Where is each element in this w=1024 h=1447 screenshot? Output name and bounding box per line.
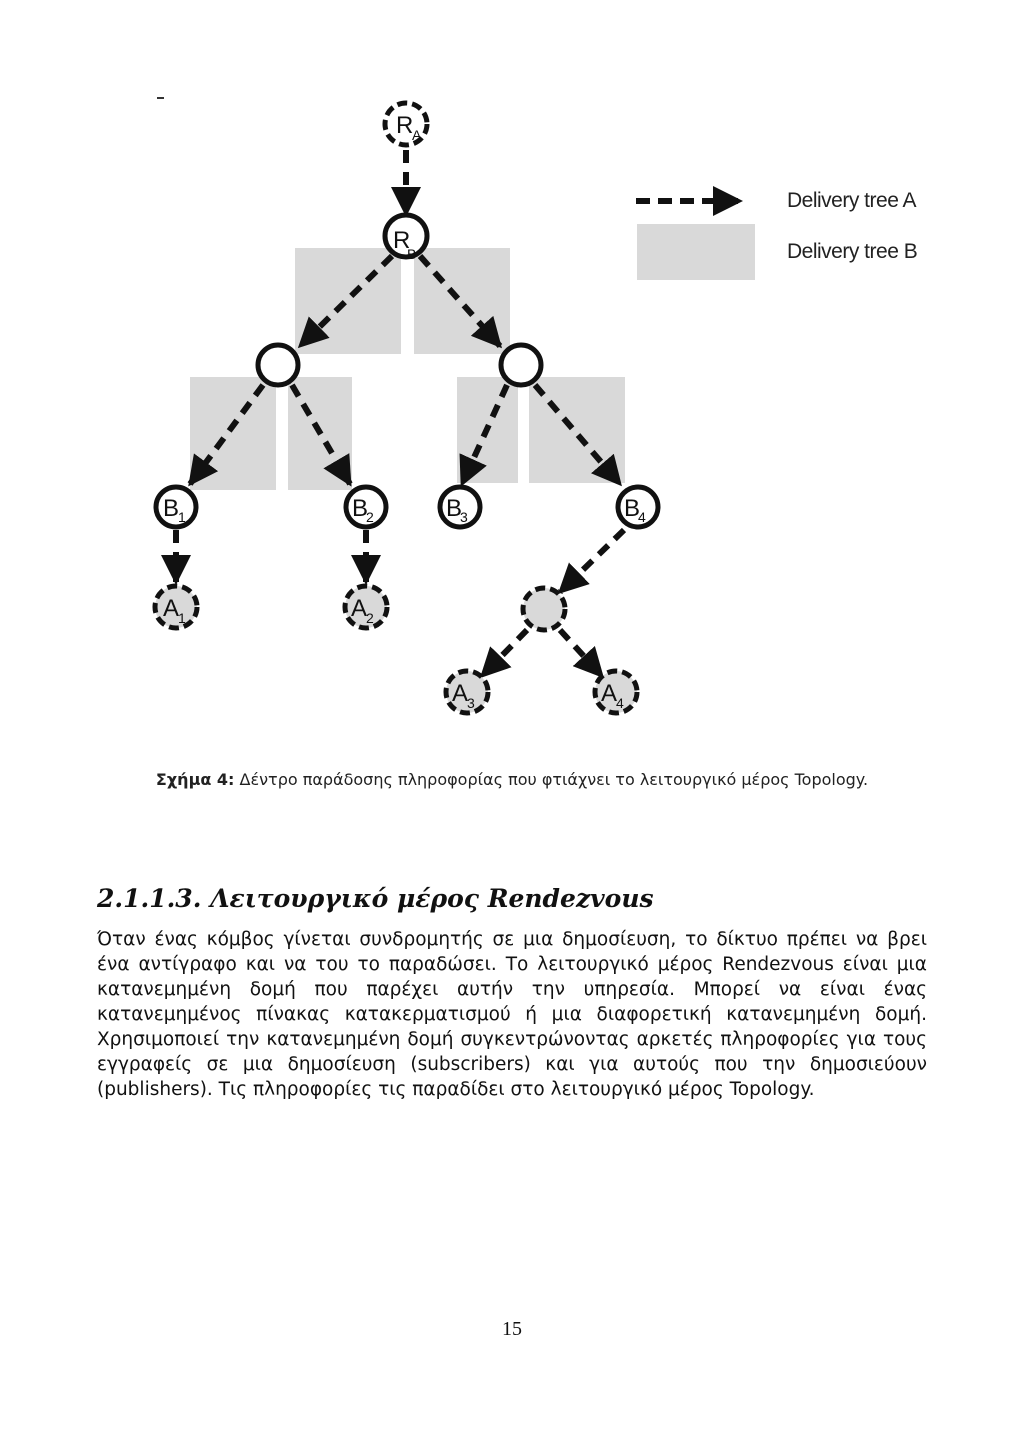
- section-heading: 2.1.1.3. Λειτουργικό μέρος Rendezvous: [97, 884, 654, 913]
- node-ra-label: R: [396, 112, 414, 139]
- node-b3-label: B: [446, 495, 463, 522]
- node-b2-sub: 2: [366, 509, 374, 525]
- node-a4-sub: 4: [616, 695, 624, 711]
- tree-b-regions: [190, 248, 625, 490]
- node-b3-sub: 3: [460, 509, 468, 525]
- node-a3-label: A: [452, 680, 469, 707]
- edge-mid-a3: [482, 630, 527, 676]
- node-b1-label: B: [163, 495, 180, 522]
- node-b4-label: B: [624, 495, 641, 522]
- node-rb-label: R: [393, 227, 411, 254]
- node-ra-sub: A: [412, 127, 422, 143]
- legend-tree-b-swatch: [637, 224, 755, 280]
- node-b2-label: B: [352, 495, 369, 522]
- node-a1-label: A: [163, 595, 180, 622]
- legend-tree-a-label: Delivery tree A: [787, 189, 917, 212]
- node-b1-sub: 1: [178, 509, 186, 525]
- node-b4-sub: 4: [638, 509, 646, 525]
- node-rb-sub: B: [407, 246, 417, 262]
- node-a2-sub: 2: [366, 610, 374, 626]
- figure-legend: [636, 189, 917, 280]
- page-number: 15: [502, 1318, 522, 1340]
- edge-mid-a4: [560, 630, 602, 676]
- figure-caption: [0, 770, 1024, 789]
- edge-b4-mid: [560, 530, 624, 592]
- figure-caption-label: Σχήμα 4:: [155, 770, 235, 789]
- node-intermediate-gray: [523, 588, 565, 630]
- node-a4-label: A: [601, 680, 618, 707]
- tree-b-region: [190, 377, 276, 490]
- node-a3-sub: 3: [467, 695, 475, 711]
- node-a1-sub: 1: [178, 610, 186, 626]
- node-intermediate-left: [258, 345, 298, 385]
- legend-tree-b-label: Delivery tree B: [787, 240, 918, 263]
- section-paragraph: Όταν ένας κόμβος γίνεται συνδρομητής σε μια δημοσίευση, το δίκτυο πρέπει να βρει ένα αντίγραφο και να του το παραδώσει. Το λειτουργικό μέρος Rendezvous είναι μια κατανεμημένη δομή που παρέχει αυτήν την υπηρεσία. Μπορεί να είναι ένας κατανεμημένος πίνακας κατακερματισμού ή μια διαφορετική κατανεμημένη δομή. Χρησιμοποιεί την κατανεμημένη δομή συγκεντρώνοντας αρκετές πληροφορίες για τους εγγραφείς σε μια δημοσίευση (subscribers) και για αυτούς που την δημοσιεύουν (publishers). Τις πληροφορίες τις παραδίδει στο λειτουργικό μέρος Topology.: [97, 929, 927, 1100]
- figure-caption-text: Δέντρο παράδοσης πληροφορίας που φτιάχνει το λειτουργικό μέρος Topology.: [234, 770, 869, 789]
- node-intermediate-right: [501, 345, 541, 385]
- node-a2-label: A: [351, 595, 368, 622]
